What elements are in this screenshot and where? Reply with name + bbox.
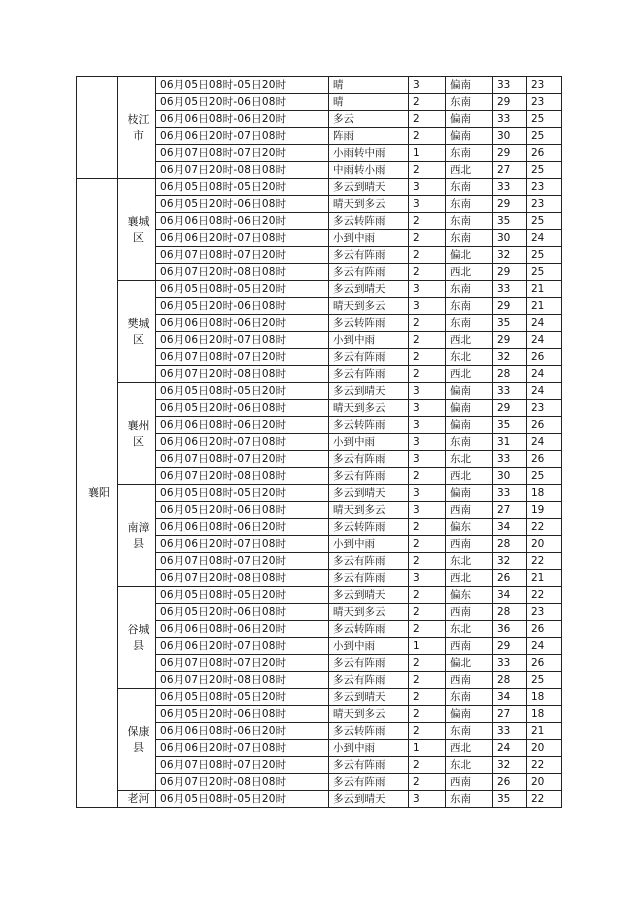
- low-temp-cell: 25: [527, 264, 562, 281]
- weather-cell: 晴: [329, 77, 409, 94]
- wind-level-cell: 3: [409, 400, 446, 417]
- weather-cell: 多云有阵雨: [329, 757, 409, 774]
- period-cell: 06月06日20时-07日08时: [156, 536, 329, 553]
- county-cell: [118, 77, 156, 179]
- wind-direction-cell: 西南: [446, 672, 493, 689]
- low-temp-cell: 22: [527, 587, 562, 604]
- wind-direction-cell: 东北: [446, 553, 493, 570]
- wind-direction-cell: 偏东: [446, 519, 493, 536]
- weather-cell: 多云有阵雨: [329, 366, 409, 383]
- wind-level-cell: 2: [409, 757, 446, 774]
- weather-cell: 小雨转中雨: [329, 145, 409, 162]
- wind-level-cell: 2: [409, 332, 446, 349]
- wind-direction-cell: 西北: [446, 570, 493, 587]
- low-temp-cell: 22: [527, 519, 562, 536]
- wind-direction-cell: 西南: [446, 536, 493, 553]
- weather-cell: 晴天到多云: [329, 400, 409, 417]
- wind-level-cell: 2: [409, 774, 446, 791]
- wind-direction-cell: 偏南: [446, 485, 493, 502]
- wind-level-cell: 2: [409, 366, 446, 383]
- low-temp-cell: 18: [527, 485, 562, 502]
- wind-direction-cell: 东南: [446, 298, 493, 315]
- period-cell: 06月05日08时-05日20时: [156, 485, 329, 502]
- high-temp-cell: 33: [493, 451, 527, 468]
- table-row: [77, 485, 562, 502]
- low-temp-cell: 23: [527, 604, 562, 621]
- wind-direction-cell: 西南: [446, 604, 493, 621]
- wind-level-cell: 2: [409, 672, 446, 689]
- wind-direction-cell: 东南: [446, 179, 493, 196]
- high-temp-cell: 34: [493, 587, 527, 604]
- county-name-part: 南漳: [127, 520, 150, 534]
- weather-cell: 多云有阵雨: [329, 553, 409, 570]
- weather-cell: 多云到晴天: [329, 485, 409, 502]
- wind-direction-cell: 偏南: [446, 383, 493, 400]
- county-cell: [118, 689, 156, 791]
- wind-direction-cell: 东南: [446, 689, 493, 706]
- wind-level-cell: 3: [409, 502, 446, 519]
- low-temp-cell: 22: [527, 791, 562, 808]
- weather-cell: 多云转阵雨: [329, 621, 409, 638]
- weather-cell: 多云转阵雨: [329, 519, 409, 536]
- period-cell: 06月07日08时-07日20时: [156, 349, 329, 366]
- low-temp-cell: 25: [527, 213, 562, 230]
- period-cell: 06月06日20时-07日08时: [156, 128, 329, 145]
- high-temp-cell: 26: [493, 570, 527, 587]
- wind-level-cell: 2: [409, 94, 446, 111]
- low-temp-cell: 23: [527, 196, 562, 213]
- county-cell: [118, 587, 156, 689]
- high-temp-cell: 33: [493, 77, 527, 94]
- period-cell: 06月05日08时-05日20时: [156, 179, 329, 196]
- wind-direction-cell: 东北: [446, 757, 493, 774]
- wind-level-cell: 2: [409, 604, 446, 621]
- weather-cell: 多云: [329, 111, 409, 128]
- county-name-part: 襄城: [127, 214, 150, 228]
- weather-cell: 多云到晴天: [329, 179, 409, 196]
- period-cell: 06月05日08时-05日20时: [156, 689, 329, 706]
- high-temp-cell: 28: [493, 672, 527, 689]
- wind-level-cell: 3: [409, 179, 446, 196]
- wind-level-cell: 2: [409, 247, 446, 264]
- high-temp-cell: 28: [493, 536, 527, 553]
- county-name-part: 老河: [127, 792, 150, 805]
- low-temp-cell: 26: [527, 349, 562, 366]
- wind-level-cell: 2: [409, 264, 446, 281]
- low-temp-cell: 21: [527, 570, 562, 587]
- county-name-part: 樊城: [127, 316, 150, 330]
- period-cell: 06月06日08时-06日20时: [156, 621, 329, 638]
- wind-direction-cell: 西北: [446, 366, 493, 383]
- wind-direction-cell: 偏南: [446, 417, 493, 434]
- wind-level-cell: 1: [409, 145, 446, 162]
- high-temp-cell: 34: [493, 689, 527, 706]
- weather-cell: 多云到晴天: [329, 689, 409, 706]
- period-cell: 06月07日08时-07日20时: [156, 655, 329, 672]
- high-temp-cell: 29: [493, 332, 527, 349]
- county-name-part: 保康: [127, 724, 150, 738]
- table-row: [77, 587, 562, 604]
- wind-level-cell: 2: [409, 706, 446, 723]
- wind-direction-cell: 西南: [446, 638, 493, 655]
- wind-level-cell: 2: [409, 655, 446, 672]
- high-temp-cell: 29: [493, 94, 527, 111]
- period-cell: 06月06日20时-07日08时: [156, 434, 329, 451]
- county-name-part: 襄州: [127, 418, 150, 432]
- high-temp-cell: 35: [493, 213, 527, 230]
- low-temp-cell: 19: [527, 502, 562, 519]
- wind-level-cell: 2: [409, 519, 446, 536]
- wind-direction-cell: 偏北: [446, 247, 493, 264]
- period-cell: 06月07日20时-08日08时: [156, 264, 329, 281]
- low-temp-cell: 20: [527, 740, 562, 757]
- wind-direction-cell: 偏南: [446, 706, 493, 723]
- weather-cell: 晴天到多云: [329, 196, 409, 213]
- weather-cell: 小到中雨: [329, 434, 409, 451]
- low-temp-cell: 21: [527, 281, 562, 298]
- high-temp-cell: 29: [493, 196, 527, 213]
- period-cell: 06月06日08时-06日20时: [156, 417, 329, 434]
- wind-direction-cell: 西北: [446, 332, 493, 349]
- wind-direction-cell: 东南: [446, 791, 493, 808]
- low-temp-cell: 23: [527, 179, 562, 196]
- high-temp-cell: 27: [493, 502, 527, 519]
- wind-level-cell: 3: [409, 434, 446, 451]
- weather-cell: 晴天到多云: [329, 502, 409, 519]
- weather-cell: 晴天到多云: [329, 298, 409, 315]
- weather-cell: 多云有阵雨: [329, 264, 409, 281]
- weather-cell: 多云到晴天: [329, 791, 409, 808]
- period-cell: 06月07日08时-07日20时: [156, 757, 329, 774]
- wind-level-cell: 3: [409, 196, 446, 213]
- city-cell: 襄阳: [77, 179, 118, 808]
- high-temp-cell: 35: [493, 315, 527, 332]
- table-row: [77, 383, 562, 400]
- period-cell: 06月05日08时-05日20时: [156, 281, 329, 298]
- wind-level-cell: 3: [409, 383, 446, 400]
- table-row: [77, 179, 562, 196]
- wind-level-cell: 2: [409, 621, 446, 638]
- high-temp-cell: 33: [493, 281, 527, 298]
- period-cell: 06月06日20时-07日08时: [156, 230, 329, 247]
- table-row: [77, 281, 562, 298]
- high-temp-cell: 29: [493, 400, 527, 417]
- county-name-part: 谷城: [127, 622, 150, 636]
- high-temp-cell: 33: [493, 111, 527, 128]
- wind-level-cell: 3: [409, 417, 446, 434]
- period-cell: 06月05日20时-06日08时: [156, 604, 329, 621]
- wind-direction-cell: 西北: [446, 740, 493, 757]
- county-name-part: 市: [133, 128, 144, 142]
- wind-level-cell: 2: [409, 536, 446, 553]
- low-temp-cell: 23: [527, 77, 562, 94]
- wind-level-cell: 2: [409, 111, 446, 128]
- low-temp-cell: 26: [527, 417, 562, 434]
- period-cell: 06月05日08时-05日20时: [156, 77, 329, 94]
- period-cell: 06月05日20时-06日08时: [156, 298, 329, 315]
- county-name-part: 枝江: [127, 112, 150, 126]
- low-temp-cell: 26: [527, 655, 562, 672]
- high-temp-cell: 29: [493, 638, 527, 655]
- period-cell: 06月05日08时-05日20时: [156, 383, 329, 400]
- high-temp-cell: 29: [493, 145, 527, 162]
- low-temp-cell: 23: [527, 400, 562, 417]
- weather-cell: 小到中雨: [329, 230, 409, 247]
- wind-direction-cell: 东南: [446, 196, 493, 213]
- county-cell: [118, 281, 156, 383]
- period-cell: 06月07日08时-07日20时: [156, 553, 329, 570]
- low-temp-cell: 26: [527, 145, 562, 162]
- low-temp-cell: 23: [527, 94, 562, 111]
- low-temp-cell: 24: [527, 638, 562, 655]
- weather-cell: 多云有阵雨: [329, 570, 409, 587]
- wind-direction-cell: 东南: [446, 94, 493, 111]
- weather-cell: 阵雨: [329, 128, 409, 145]
- period-cell: 06月06日20时-07日08时: [156, 332, 329, 349]
- wind-direction-cell: 东南: [446, 213, 493, 230]
- high-temp-cell: 34: [493, 519, 527, 536]
- weather-cell: 多云有阵雨: [329, 774, 409, 791]
- wind-level-cell: 1: [409, 740, 446, 757]
- wind-direction-cell: 东南: [446, 230, 493, 247]
- weather-cell: 多云转阵雨: [329, 723, 409, 740]
- period-cell: 06月06日08时-06日20时: [156, 519, 329, 536]
- county-name-part: 县: [133, 536, 144, 550]
- high-temp-cell: 35: [493, 791, 527, 808]
- high-temp-cell: 30: [493, 468, 527, 485]
- low-temp-cell: 21: [527, 723, 562, 740]
- weather-cell: 小到中雨: [329, 536, 409, 553]
- period-cell: 06月06日08时-06日20时: [156, 111, 329, 128]
- period-cell: 06月07日20时-08日08时: [156, 672, 329, 689]
- county-name-part: 区: [133, 332, 144, 346]
- weather-cell: 多云转阵雨: [329, 417, 409, 434]
- wind-direction-cell: 西北: [446, 468, 493, 485]
- county-cell: [118, 383, 156, 485]
- period-cell: 06月06日20时-07日08时: [156, 638, 329, 655]
- low-temp-cell: 26: [527, 451, 562, 468]
- period-cell: 06月07日20时-08日08时: [156, 162, 329, 179]
- high-temp-cell: 27: [493, 706, 527, 723]
- table-row: [77, 791, 562, 808]
- wind-level-cell: 2: [409, 553, 446, 570]
- wind-level-cell: 2: [409, 349, 446, 366]
- low-temp-cell: 20: [527, 774, 562, 791]
- wind-direction-cell: 东南: [446, 145, 493, 162]
- wind-level-cell: 2: [409, 315, 446, 332]
- county-cell: [118, 485, 156, 587]
- high-temp-cell: 31: [493, 434, 527, 451]
- low-temp-cell: 21: [527, 298, 562, 315]
- weather-cell: 多云有阵雨: [329, 468, 409, 485]
- weather-cell: 多云转阵雨: [329, 213, 409, 230]
- county-name-part: 县: [133, 638, 144, 652]
- wind-direction-cell: 东南: [446, 434, 493, 451]
- high-temp-cell: 29: [493, 264, 527, 281]
- wind-level-cell: 3: [409, 298, 446, 315]
- low-temp-cell: 22: [527, 553, 562, 570]
- weather-cell: 中雨转小雨: [329, 162, 409, 179]
- period-cell: 06月07日08时-07日20时: [156, 451, 329, 468]
- weather-cell: 多云转阵雨: [329, 315, 409, 332]
- period-cell: 06月06日08时-06日20时: [156, 723, 329, 740]
- wind-direction-cell: 西北: [446, 162, 493, 179]
- wind-direction-cell: 东南: [446, 281, 493, 298]
- low-temp-cell: 25: [527, 128, 562, 145]
- period-cell: 06月07日20时-08日08时: [156, 570, 329, 587]
- high-temp-cell: 33: [493, 485, 527, 502]
- low-temp-cell: 18: [527, 689, 562, 706]
- wind-direction-cell: 东南: [446, 315, 493, 332]
- wind-direction-cell: 西南: [446, 502, 493, 519]
- period-cell: 06月05日08时-05日20时: [156, 791, 329, 808]
- high-temp-cell: 30: [493, 230, 527, 247]
- city-cell: [77, 77, 118, 179]
- low-temp-cell: 22: [527, 757, 562, 774]
- wind-level-cell: 2: [409, 689, 446, 706]
- forecast-table: [76, 76, 562, 808]
- wind-direction-cell: 西北: [446, 264, 493, 281]
- low-temp-cell: 25: [527, 672, 562, 689]
- wind-level-cell: 3: [409, 451, 446, 468]
- low-temp-cell: 25: [527, 111, 562, 128]
- high-temp-cell: 32: [493, 757, 527, 774]
- high-temp-cell: 32: [493, 349, 527, 366]
- county-cell: [118, 179, 156, 281]
- weather-cell: 多云到晴天: [329, 281, 409, 298]
- weather-cell: 小到中雨: [329, 740, 409, 757]
- low-temp-cell: 24: [527, 383, 562, 400]
- weather-cell: 晴天到多云: [329, 604, 409, 621]
- high-temp-cell: 33: [493, 383, 527, 400]
- period-cell: 06月07日08时-07日20时: [156, 145, 329, 162]
- weather-cell: 多云到晴天: [329, 587, 409, 604]
- weather-cell: 晴: [329, 94, 409, 111]
- low-temp-cell: 25: [527, 468, 562, 485]
- low-temp-cell: 25: [527, 247, 562, 264]
- high-temp-cell: 26: [493, 774, 527, 791]
- wind-level-cell: 3: [409, 791, 446, 808]
- high-temp-cell: 32: [493, 247, 527, 264]
- weather-cell: 晴天到多云: [329, 706, 409, 723]
- wind-direction-cell: 偏南: [446, 128, 493, 145]
- high-temp-cell: 28: [493, 366, 527, 383]
- wind-level-cell: 2: [409, 723, 446, 740]
- wind-direction-cell: 东北: [446, 621, 493, 638]
- low-temp-cell: 18: [527, 706, 562, 723]
- high-temp-cell: 33: [493, 655, 527, 672]
- low-temp-cell: 24: [527, 315, 562, 332]
- high-temp-cell: 36: [493, 621, 527, 638]
- period-cell: 06月07日20时-08日08时: [156, 366, 329, 383]
- wind-direction-cell: 偏东: [446, 587, 493, 604]
- wind-direction-cell: 东南: [446, 723, 493, 740]
- wind-level-cell: 2: [409, 213, 446, 230]
- county-name-part: 区: [133, 230, 144, 244]
- weather-cell: 多云有阵雨: [329, 672, 409, 689]
- high-temp-cell: 33: [493, 179, 527, 196]
- high-temp-cell: 27: [493, 162, 527, 179]
- high-temp-cell: 35: [493, 417, 527, 434]
- low-temp-cell: 25: [527, 162, 562, 179]
- wind-level-cell: 3: [409, 281, 446, 298]
- period-cell: 06月06日08时-06日20时: [156, 315, 329, 332]
- weather-cell: 多云有阵雨: [329, 247, 409, 264]
- period-cell: 06月05日20时-06日08时: [156, 196, 329, 213]
- period-cell: 06月05日20时-06日08时: [156, 94, 329, 111]
- weather-cell: 多云到晴天: [329, 383, 409, 400]
- wind-direction-cell: 偏北: [446, 655, 493, 672]
- low-temp-cell: 24: [527, 332, 562, 349]
- low-temp-cell: 26: [527, 621, 562, 638]
- wind-level-cell: 2: [409, 230, 446, 247]
- period-cell: 06月07日20时-08日08时: [156, 774, 329, 791]
- low-temp-cell: 24: [527, 366, 562, 383]
- period-cell: 06月07日08时-07日20时: [156, 247, 329, 264]
- weather-cell: 多云有阵雨: [329, 655, 409, 672]
- period-cell: 06月05日20时-06日08时: [156, 502, 329, 519]
- low-temp-cell: 24: [527, 230, 562, 247]
- county-cell: [118, 791, 156, 808]
- wind-level-cell: 2: [409, 162, 446, 179]
- low-temp-cell: 20: [527, 536, 562, 553]
- wind-level-cell: 3: [409, 570, 446, 587]
- wind-level-cell: 1: [409, 638, 446, 655]
- wind-direction-cell: 东北: [446, 349, 493, 366]
- low-temp-cell: 24: [527, 434, 562, 451]
- table-row: [77, 689, 562, 706]
- weather-cell: 多云有阵雨: [329, 349, 409, 366]
- high-temp-cell: 32: [493, 553, 527, 570]
- high-temp-cell: 24: [493, 740, 527, 757]
- wind-level-cell: 3: [409, 77, 446, 94]
- weather-cell: 小到中雨: [329, 332, 409, 349]
- high-temp-cell: 29: [493, 298, 527, 315]
- period-cell: 06月07日20时-08日08时: [156, 468, 329, 485]
- period-cell: 06月06日20时-07日08时: [156, 740, 329, 757]
- weather-cell: 小到中雨: [329, 638, 409, 655]
- wind-direction-cell: 偏南: [446, 77, 493, 94]
- high-temp-cell: 33: [493, 723, 527, 740]
- wind-level-cell: 2: [409, 587, 446, 604]
- period-cell: 06月05日20时-06日08时: [156, 400, 329, 417]
- period-cell: 06月05日08时-05日20时: [156, 587, 329, 604]
- table-row: [77, 77, 562, 94]
- period-cell: 06月05日20时-06日08时: [156, 706, 329, 723]
- wind-level-cell: 2: [409, 468, 446, 485]
- wind-direction-cell: 偏南: [446, 111, 493, 128]
- wind-direction-cell: 东北: [446, 451, 493, 468]
- wind-direction-cell: 偏南: [446, 400, 493, 417]
- wind-direction-cell: 西南: [446, 774, 493, 791]
- county-name-part: 区: [133, 434, 144, 448]
- period-cell: 06月06日08时-06日20时: [156, 213, 329, 230]
- wind-level-cell: 2: [409, 128, 446, 145]
- wind-level-cell: 3: [409, 485, 446, 502]
- weather-cell: 多云有阵雨: [329, 451, 409, 468]
- high-temp-cell: 30: [493, 128, 527, 145]
- high-temp-cell: 28: [493, 604, 527, 621]
- county-name-part: 县: [133, 740, 144, 754]
- forecast-table-body: [77, 77, 562, 808]
